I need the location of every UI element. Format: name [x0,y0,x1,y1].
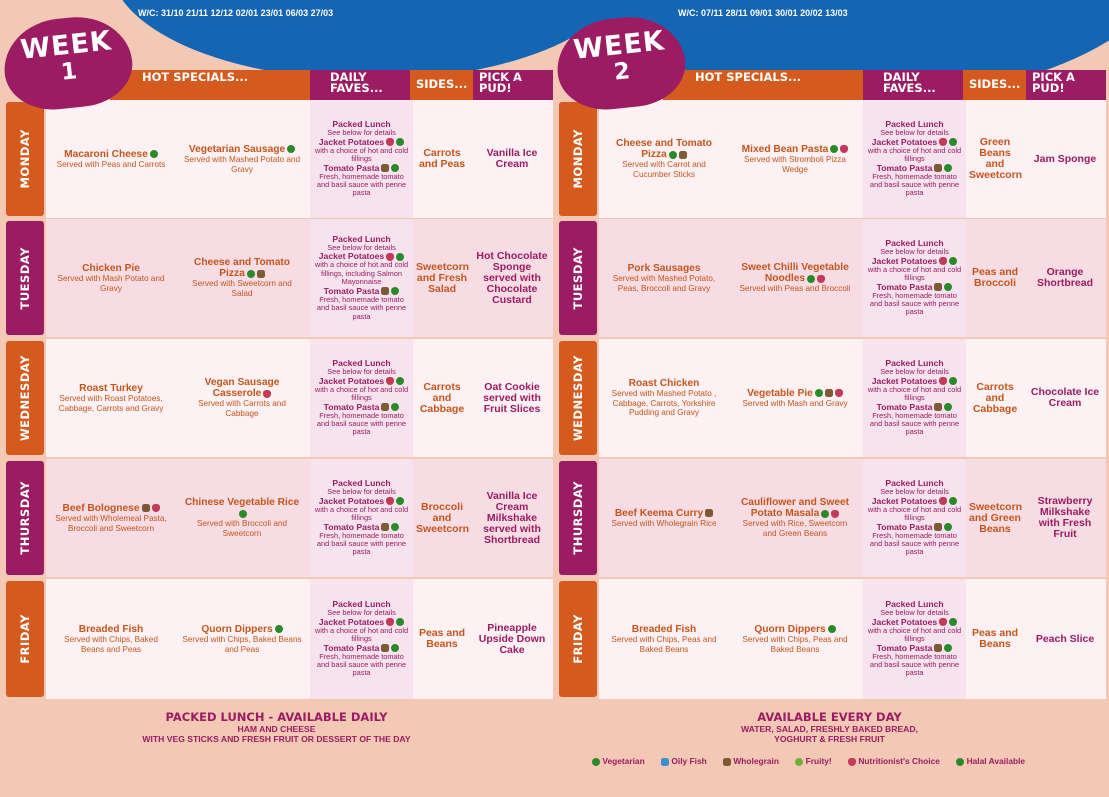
meal-1 [599,459,729,577]
jacket-potatoes-desc: with a choice of hot and cold fillings [314,625,409,644]
day-label: THURSDAY [559,461,597,575]
diet-icon [152,504,160,512]
menu-row [599,459,1106,577]
pudding: Pineapple Upside Down Cake [478,621,546,656]
week2-panel [553,0,1106,744]
header-daily-faves: DAILY FAVES... [863,70,963,100]
packed-lunch-details: See below for details [327,128,396,138]
footer-title: AVAILABLE EVERY DAY [757,710,902,724]
pudding: Strawberry Milkshake with Fresh Fruit [1037,495,1093,540]
daily-faves [863,219,966,337]
meal-2 [176,100,308,218]
packed-lunch-details: See below for details [327,608,396,618]
tomato-pasta: Tomato Pasta [867,403,962,412]
menu-row [46,100,553,218]
diet-icon [840,145,848,153]
diet-icon [705,509,713,517]
jacket-potatoes: Jacket Potatoes [867,257,962,266]
meal-2-title: Quorn Dippers [182,624,302,635]
daily-faves [863,339,966,457]
meal-2-title: Vegetarian Sausage [182,144,302,155]
tomato-pasta: Tomato Pasta [314,287,409,296]
footer-line-1: HAM AND CHEESE [237,724,316,734]
meal-2-title: Vegan Sausage Casserole [204,377,280,400]
packed-lunch-details: See below for details [327,367,396,377]
meal-1-title: Cheese and Tomato Pizza [615,138,713,161]
diet-icon [679,151,687,159]
packed-lunch: Packed Lunch [332,478,391,489]
meal-1 [599,579,729,699]
legend-fruity: Fruity! [793,756,837,766]
tomato-pasta: Tomato Pasta [314,523,409,532]
meal-1 [46,339,176,457]
day-label: MONDAY [559,102,597,216]
jacket-potatoes-desc: with a choice of hot and cold fillings [314,145,409,164]
jacket-potatoes: Jacket Potatoes [867,618,962,627]
footer-line-2: WITH VEG STICKS AND FRESH FRUIT OR DESSERT OF THE DAY [142,734,411,744]
heart-icon [848,758,856,766]
packed-lunch-details: See below for details [880,608,949,618]
footer [553,710,1106,744]
pudding: Hot Chocolate Sponge served with Chocolate Custard [476,249,548,306]
packed-lunch: Packed Lunch [885,358,944,369]
meal-2-desc: Served with Chips, Baked Beans and Peas [182,634,302,654]
meal-2-title: Mixed Bean Pasta [735,144,855,155]
meal-2-desc: Served with Carrots and Cabbage [198,399,286,418]
day-label: MONDAY [6,102,44,216]
daily-faves [310,219,413,337]
menu-row [599,219,1106,337]
pudding: Oat Cookie served with Fruit Slices [483,380,541,415]
jacket-potatoes-desc: with a choice of hot and cold fillings, including Salmon Mayonnaise [314,260,409,287]
header-pick-a-pud: PICK A PUD! [1026,70,1106,100]
meal-1-title: Chicken Pie [82,262,140,274]
diet-icon [830,145,838,153]
daily-faves [310,100,413,218]
footer-line-2: YOGHURT & FRESH FRUIT [774,734,885,744]
packed-lunch: Packed Lunch [332,599,391,610]
packed-lunch-details: See below for details [880,367,949,377]
tomato-pasta-desc: Fresh, homemade tomato and basil sauce with penne pasta [316,530,407,557]
meal-1-desc: Served with Mashed Potato , Cabbage, Carrots, Yorkshire Pudding and Gravy [611,389,717,418]
daily-faves [863,459,966,577]
day-label: WEDNESDAY [559,341,597,455]
menu-row [599,339,1106,457]
wholegrain-icon [723,758,731,766]
legend-halal: Halal Available [954,756,1031,766]
jacket-potatoes: Jacket Potatoes [867,377,962,386]
meal-2-desc: Served with Stromboli Pizza Wedge [744,154,846,174]
diet-icon [247,270,255,278]
tomato-pasta-desc: Fresh, homemade tomato and basil sauce with penne pasta [316,294,407,321]
week1-panel [0,0,553,744]
meal-2-title: Quorn Dippers [735,624,855,635]
meal-2-title: Cheese and Tomato Pizza [193,257,291,280]
meal-2 [729,339,861,457]
packed-lunch-details: See below for details [327,243,396,253]
jacket-potatoes-desc: with a choice of hot and cold fillings [867,504,962,523]
meal-2 [729,459,861,577]
meal-1 [599,100,729,218]
meal-1-title: Breaded Fish [78,623,144,635]
jacket-potatoes-desc: with a choice of hot and cold fillings [867,264,962,283]
legend-oily-fish: Oily Fish [659,756,713,766]
menu-row [46,339,553,457]
packed-lunch-details: See below for details [327,487,396,497]
meal-2-title: Cauliflower and Sweet Potato Masala [740,497,850,520]
fish-icon [661,758,669,766]
meal-1-desc: Served with Chips, Peas and Baked Beans [611,634,717,654]
daily-faves [863,100,966,218]
week-number: 2 [612,58,632,86]
packed-lunch: Packed Lunch [332,119,391,130]
header-daily-faves: DAILY FAVES... [310,70,410,100]
meal-2-desc: Served with Rice, Sweetcorn and Green Beans [742,519,848,538]
diet-icon [287,145,295,153]
tomato-pasta: Tomato Pasta [314,644,409,653]
tomato-pasta: Tomato Pasta [867,523,962,532]
jacket-potatoes: Jacket Potatoes [314,377,409,386]
diet-icon [150,150,158,158]
day-label: TUESDAY [6,221,44,335]
vegetarian-icon [592,758,600,766]
tomato-pasta-desc: Fresh, homemade tomato and basil sauce with penne pasta [869,171,960,198]
menu-row [599,100,1106,218]
meal-2 [729,100,861,218]
header-sides: SIDES... [416,77,468,91]
header-hot-specials: HOT SPECIALS... [142,70,249,84]
meal-1-title: Roast Turkey [79,382,143,394]
meal-2 [729,579,861,699]
packed-lunch-details: See below for details [880,487,949,497]
tomato-pasta: Tomato Pasta [314,403,409,412]
diet-icon [815,389,823,397]
day-label: TUESDAY [559,221,597,335]
week-label: WEEK [572,25,667,66]
packed-lunch: Packed Lunch [885,119,944,130]
menu-row [46,219,553,337]
meal-2-title: Chinese Vegetable Rice [182,497,302,519]
sides: Sweetcorn and Green Beans [969,500,1023,535]
sides: Peas and Beans [971,627,1019,650]
tomato-pasta: Tomato Pasta [867,644,962,653]
tomato-pasta-desc: Fresh, homemade tomato and basil sauce with penne pasta [316,171,407,198]
tomato-pasta: Tomato Pasta [314,164,409,173]
jacket-potatoes-desc: with a choice of hot and cold fillings [867,625,962,644]
diet-icon [821,510,829,518]
legend [590,756,1037,766]
tomato-pasta-desc: Fresh, homemade tomato and basil sauce with penne pasta [869,530,960,557]
packed-lunch: Packed Lunch [332,358,391,369]
meal-1-desc: Served with Mash Potato and Gravy [57,273,165,293]
pudding: Vanilla Ice Cream Milkshake served with Shortbread [483,489,541,546]
diet-icon [263,390,271,398]
sides: Peas and Beans [418,627,466,650]
meal-2 [176,339,308,457]
jacket-potatoes: Jacket Potatoes [314,252,409,261]
meal-1-desc: Served with Wholegrain Rice [611,518,717,528]
packed-lunch: Packed Lunch [885,238,944,249]
meal-1-desc: Served with Wholemeal Pasta, Broccoli and Sweetcorn [55,513,167,533]
meal-1 [599,219,729,337]
meal-2 [176,579,308,699]
meal-1-desc: Served with Roast Potatoes, Cabbage, Carrots and Gravy [58,393,164,413]
diet-icon [835,389,843,397]
jacket-potatoes-desc: with a choice of hot and cold fillings [314,384,409,403]
diet-icon [239,510,247,518]
sides: Carrots and Peas [418,147,466,170]
meal-1-title: Breaded Fish [631,623,697,635]
day-label: FRIDAY [559,581,597,697]
packed-lunch: Packed Lunch [332,234,391,245]
fruit-icon [795,758,803,766]
meal-2-desc: Served with Peas and Broccoli [739,284,851,294]
sides: Carrots and Cabbage [972,380,1018,415]
menu-row [599,579,1106,699]
meal-2-title: Vegetable Pie [735,388,855,399]
diet-icon [669,151,677,159]
meal-2 [176,219,308,337]
packed-lunch-details: See below for details [880,128,949,138]
meal-1 [46,579,176,699]
meal-2-desc: Served with Mashed Potato and Gravy [183,154,301,174]
meal-1 [46,219,176,337]
tomato-pasta-desc: Fresh, homemade tomato and basil sauce with penne pasta [316,410,407,437]
sides: Peas and Broccoli [971,266,1019,289]
legend-nutritionist: Nutritionist's Choice [846,756,946,766]
legend-vegetarian: Vegetarian [590,756,651,766]
header-sides: SIDES... [969,77,1021,91]
meal-1-desc: Served with Peas and Carrots [56,159,166,169]
jacket-potatoes: Jacket Potatoes [314,497,409,506]
jacket-potatoes: Jacket Potatoes [314,618,409,627]
sides: Carrots and Cabbage [419,380,465,415]
daily-faves [310,579,413,699]
meal-2 [176,459,308,577]
meal-1-desc: Served with Carrot and Cucumber Sticks [622,160,706,179]
meal-1-title: Macaroni Cheese [52,149,170,160]
daily-faves [310,459,413,577]
pudding: Vanilla Ice Cream [486,147,538,170]
packed-lunch: Packed Lunch [885,599,944,610]
diet-icon [828,625,836,633]
diet-icon [831,510,839,518]
week-label: WEEK [19,25,114,66]
day-label: WEDNESDAY [6,341,44,455]
footer-line-1: WATER, SALAD, FRESHLY BAKED BREAD, [741,724,918,734]
meal-1 [46,459,176,577]
meal-2-desc: Served with Mash and Gravy [742,398,848,408]
tomato-pasta-desc: Fresh, homemade tomato and basil sauce with penne pasta [869,651,960,678]
meal-1 [599,339,729,457]
pudding: Peach Slice [1035,632,1095,645]
packed-lunch: Packed Lunch [885,478,944,489]
meal-1-title: Pork Sausages [627,262,701,274]
daily-faves [863,579,966,699]
jacket-potatoes: Jacket Potatoes [867,138,962,147]
meal-1-title: Roast Chicken [628,378,700,390]
sides: Broccoli and Sweetcorn [416,500,470,535]
meal-2-desc: Served with Broccoli and Sweetcorn [196,519,288,538]
header-pick-a-pud: PICK A PUD! [473,70,553,100]
halal-icon [956,758,964,766]
footer-title: PACKED LUNCH - AVAILABLE DAILY [165,710,388,724]
menu-row [46,579,553,699]
week-number: 1 [59,58,79,86]
jacket-potatoes-desc: with a choice of hot and cold fillings [867,384,962,403]
sides: Sweetcorn and Fresh Salad [416,260,470,295]
diet-icon [825,389,833,397]
tomato-pasta: Tomato Pasta [867,283,962,292]
diet-icon [817,275,825,283]
meal-1 [46,100,176,218]
meal-1-desc: Served with Chips, Baked Beans and Peas [64,634,158,654]
jacket-potatoes: Jacket Potatoes [314,138,409,147]
diet-icon [275,625,283,633]
meal-2-desc: Served with Chips, Peas and Baked Beans [742,634,848,654]
legend-wholegrain: Wholegrain [721,756,785,766]
meal-1-title: Beef Bolognese [52,503,170,514]
meal-2-desc: Served with Sweetcorn and Salad [192,279,292,298]
menu-row [46,459,553,577]
tomato-pasta-desc: Fresh, homemade tomato and basil sauce with penne pasta [316,651,407,678]
pudding: Orange Shortbread [1036,266,1093,289]
meal-2 [729,219,861,337]
diet-icon [257,270,265,278]
jacket-potatoes-desc: with a choice of hot and cold fillings [314,504,409,523]
daily-faves [310,339,413,457]
week-dates: W/C: 07/11 28/11 09/01 30/01 20/02 13/03 [678,8,848,18]
tomato-pasta: Tomato Pasta [867,164,962,173]
packed-lunch-details: See below for details [880,247,949,257]
meal-1-desc: Served with Mashed Potato, Peas, Broccoli and Gravy [612,273,716,293]
tomato-pasta-desc: Fresh, homemade tomato and basil sauce with penne pasta [869,410,960,437]
day-label: THURSDAY [6,461,44,575]
meal-1-title: Beef Keema Curry [605,508,723,519]
jacket-potatoes-desc: with a choice of hot and cold fillings [867,145,962,164]
pudding: Jam Sponge [1033,152,1097,165]
tomato-pasta-desc: Fresh, homemade tomato and basil sauce with penne pasta [869,290,960,317]
meal-2-title: Sweet Chilli Vegetable Noodles [741,262,849,285]
jacket-potatoes: Jacket Potatoes [867,497,962,506]
sides: Green Beans and Sweetcorn [969,136,1023,181]
pudding: Chocolate Ice Cream [1030,386,1100,409]
day-label: FRIDAY [6,581,44,697]
diet-icon [807,275,815,283]
header-hot-specials: HOT SPECIALS... [695,70,802,84]
week-dates: W/C: 31/10 21/11 12/12 02/01 23/01 06/03 27/03 [138,8,334,18]
footer [0,710,553,744]
diet-icon [142,504,150,512]
